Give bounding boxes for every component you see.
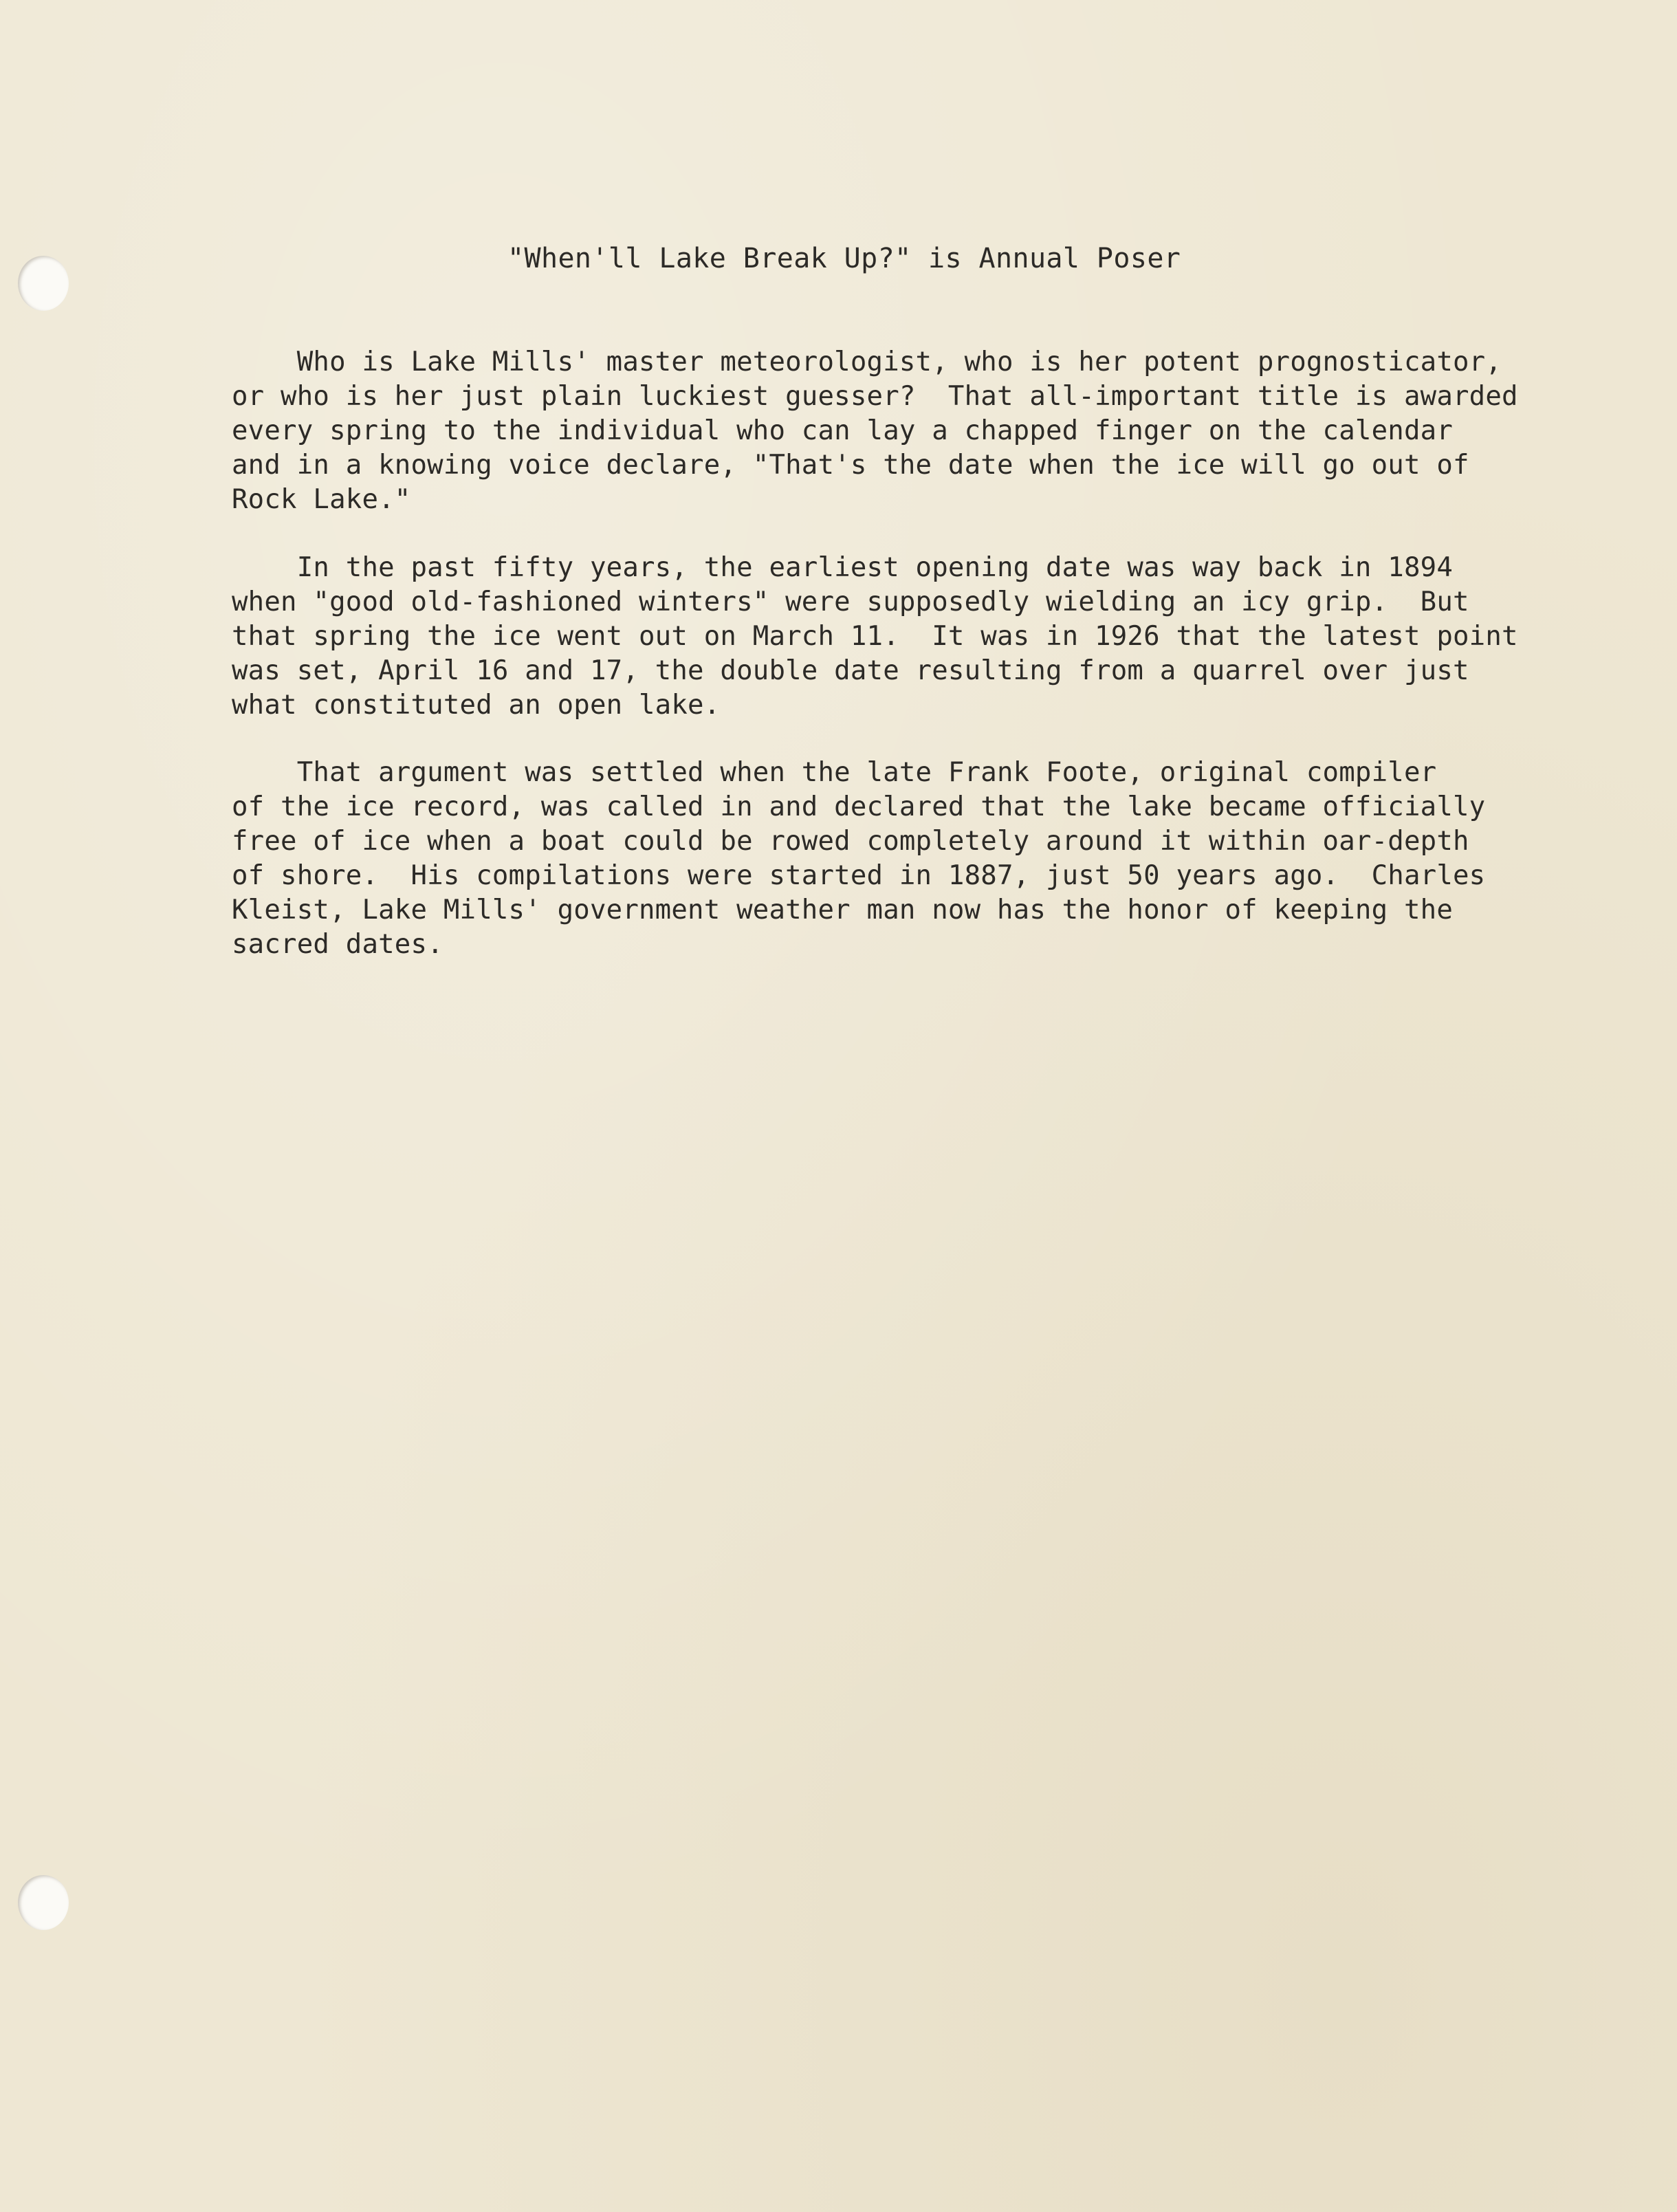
text-line: when "good old-fashioned winters" were supposedly wielding an icy grip. But — [232, 587, 1469, 617]
text-line: In the past fifty years, the earliest opening date was way back in 1894 — [232, 552, 1453, 583]
text-line: Who is Lake Mills' master meteorologist, who is her potent prognosticator, — [232, 347, 1502, 377]
paragraph-1 — [232, 345, 1593, 517]
text-line: of shore. His compilations were started in 1887, just 50 years ago. Charles — [232, 860, 1486, 891]
text-line: and in a knowing voice declare, "That's the date when the ice will go out of — [232, 450, 1469, 481]
text-line: Kleist, Lake Mills' government weather man now has the honor of keeping the — [232, 895, 1453, 926]
document-title: "When'll Lake Break Up?" is Annual Poser — [507, 243, 1181, 274]
text-line: of the ice record, was called in and declared that the lake became officially — [232, 791, 1486, 822]
text-line: every spring to the individual who can lay a chapped finger on the calendar — [232, 415, 1453, 446]
text-line: free of ice when a boat could be rowed completely around it within oar-depth — [232, 826, 1469, 857]
text-line: that spring the ice went out on March 11. It was in 1926 that the latest point — [232, 621, 1518, 652]
punch-hole-top — [18, 256, 69, 311]
punch-hole-bottom — [18, 1875, 69, 1930]
text-line: Rock Lake." — [232, 484, 411, 515]
text-line: sacred dates. — [232, 929, 443, 960]
text-line: was set, April 16 and 17, the double date resulting from a quarrel over just — [232, 655, 1469, 686]
paragraph-3 — [232, 756, 1593, 962]
text-line: or who is her just plain luckiest guesser? That all-important title is awarded — [232, 381, 1518, 412]
text-line: what constituted an open lake. — [232, 690, 721, 721]
text-line: That argument was settled when the late Frank Foote, original compiler — [232, 757, 1437, 788]
paragraph-2 — [232, 551, 1593, 723]
